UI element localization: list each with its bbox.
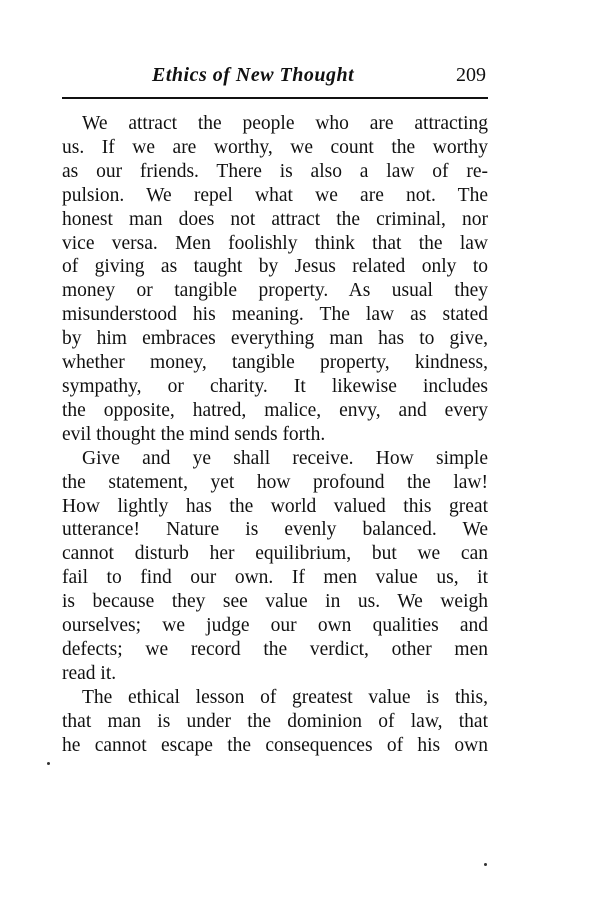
page-number: 209 (456, 64, 486, 86)
scan-speck (47, 762, 50, 765)
text-line: is because they see value in us. We weigh (62, 591, 488, 613)
text-line: the opposite, hatred, malice, envy, and every (62, 399, 488, 421)
text-line: us. If we are worthy, we count the worthy (62, 136, 488, 158)
running-title: Ethics of New Thought (152, 64, 355, 86)
text-line: of giving as taught by Jesus related only to (62, 256, 488, 278)
text-line: How lightly has the world valued this great (62, 495, 488, 517)
text-line: as our friends. There is also a law of re- (62, 160, 488, 182)
text-line: cannot disturb her equilibrium, but we can (62, 543, 488, 565)
text-line: honest man does not attract the criminal, nor (62, 208, 488, 230)
paragraph (62, 686, 488, 758)
text-line: The ethical lesson of greatest value is this, (82, 686, 488, 708)
text-line: money or tangible property. As usual they (62, 280, 488, 302)
text-line: read it. (62, 662, 117, 684)
text-line: misunderstood his meaning. The law as stated (62, 304, 488, 326)
text-line: the statement, yet how profound the law! (62, 471, 488, 493)
header-rule (62, 97, 488, 99)
text-line: ourselves; we judge our own qualities and (62, 615, 488, 637)
text-line: We attract the people who are attracting (82, 113, 488, 134)
text-line: sympathy, or charity. It likewise includes (62, 375, 488, 397)
text-line: utterance! Nature is evenly balanced. We (62, 519, 488, 541)
text-line: that man is under the dominion of law, that (62, 710, 488, 732)
text-line: fail to find our own. If men value us, it (62, 567, 488, 589)
text-line: Give and ye shall receive. How simple (82, 447, 488, 469)
text-line: pulsion. We repel what we are not. The (62, 184, 488, 206)
text-line: defects; we record the verdict, other men (62, 638, 488, 660)
paragraph (62, 112, 488, 447)
text-line: by him embraces everything man has to give, (62, 328, 488, 350)
text-line: he cannot escape the consequences of his own (62, 734, 488, 756)
text-line: whether money, tangible property, kindness, (62, 352, 488, 374)
text-line: evil thought the mind sends forth. (62, 423, 326, 445)
text-line: vice versa. Men foolishly think that the law (62, 232, 488, 254)
paragraph (62, 447, 488, 686)
scan-speck (484, 863, 487, 866)
page-body (62, 112, 488, 757)
running-header (62, 62, 488, 92)
